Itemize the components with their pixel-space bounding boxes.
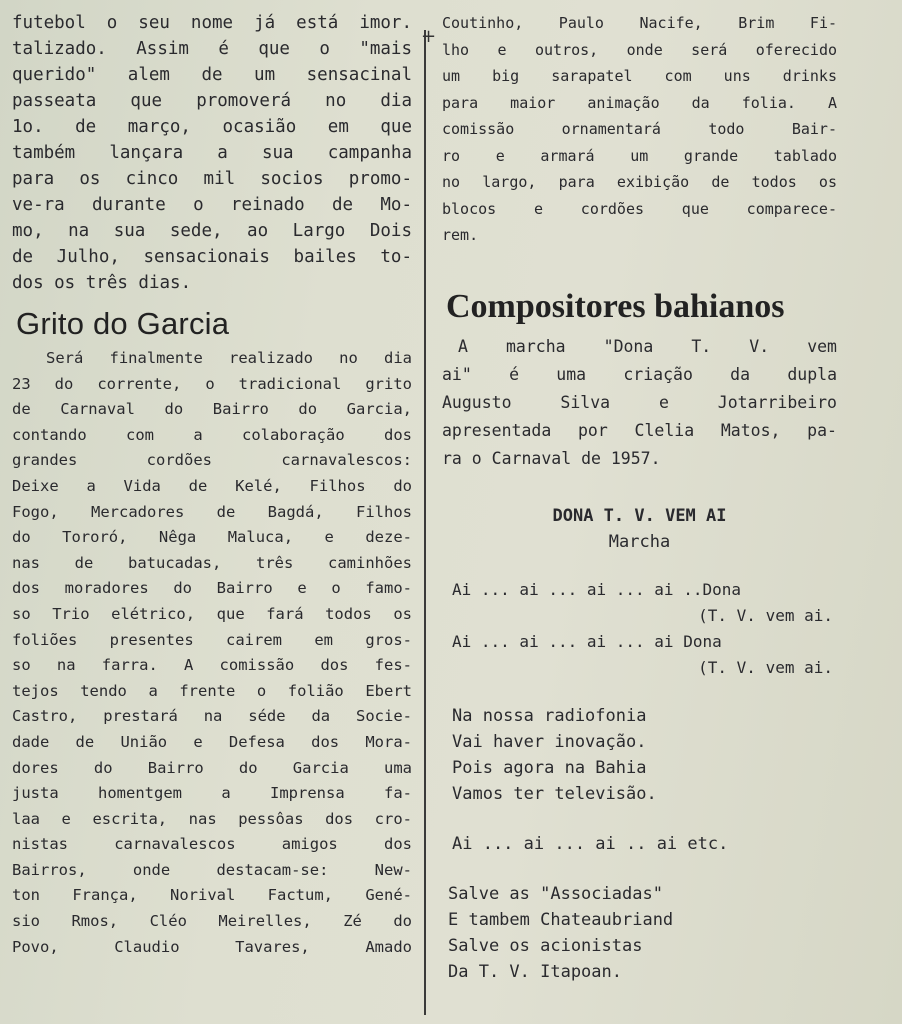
text-line: A marcha "Dona T. V. vem — [458, 336, 837, 356]
text-line: laa e escrita, nas pessôas dos cro- — [12, 809, 412, 828]
compositores-intro — [442, 333, 837, 473]
song-refrain — [442, 577, 837, 681]
lyric-line: Salve as "Associadas" — [448, 883, 663, 904]
text-line: Coutinho, Paulo Nacife, Brim Fi- — [442, 14, 837, 32]
song-title: DONA T. V. VEM AI — [552, 505, 727, 526]
text-line: de Julho, sensacionais bailes to- — [12, 247, 412, 267]
grito-article-continuation — [442, 10, 837, 249]
lyric-line: Ai ... ai ... ai ... ai ..Dona — [452, 579, 741, 599]
lyric-line: Da T. V. Itapoan. — [448, 961, 622, 982]
text-line: futebol o seu nome já está imor. — [12, 13, 412, 33]
text-line: blocos e cordões que comparece- — [442, 199, 837, 218]
text-line: ra o Carnaval de 1957. — [442, 448, 661, 468]
text-line: so Trio elétrico, que fará todos os — [12, 604, 412, 623]
text-line: ro e armará um grande tablado — [442, 146, 837, 165]
song-stanza-1 — [442, 703, 837, 807]
previous-article-continuation — [12, 10, 412, 296]
text-line: passeata que promoverá no dia — [12, 91, 412, 111]
text-line: 1o. de março, ocasião em que — [12, 117, 412, 137]
song-subtitle: Marcha — [608, 531, 671, 552]
text-line: Será finalmente realizado no dia — [46, 349, 412, 367]
text-line: Fogo, Mercadores de Bagdá, Filhos — [12, 502, 412, 521]
lyric-line: E tambem Chateaubriand — [448, 909, 674, 930]
text-line: 23 do corrente, o tradicional grito — [12, 374, 412, 393]
lyric-line: (T. V. vem ai. — [698, 657, 833, 677]
text-line: Augusto Silva e Jotarribeiro — [442, 392, 837, 412]
song-stanza-2 — [442, 881, 837, 985]
text-line: sio Rmos, Cléo Meirelles, Zé do — [12, 912, 412, 931]
text-line: lho e outros, onde será oferecido — [442, 40, 837, 59]
text-line: do Tororó, Nêga Maluca, e deze- — [12, 528, 412, 547]
text-line: Castro, prestará na séde da Socie- — [12, 707, 412, 726]
text-line: mo, na sua sede, ao Largo Dois — [12, 221, 412, 241]
text-line: comissão ornamentará todo Bair- — [442, 120, 837, 138]
text-line: para maior animação da folia. A — [442, 93, 837, 112]
text-line: so na farra. A comissão dos fes- — [12, 656, 412, 675]
text-line: dos moradores do Bairro e o famo- — [12, 579, 412, 598]
lyric-line: Ai ... ai ... ai ... ai Dona — [452, 631, 722, 651]
text-line: nistas carnavalescos amigos dos — [12, 835, 412, 854]
text-line: grandes cordões carnavalescos: — [12, 451, 412, 470]
text-line: querido" alem de um sensacinal — [12, 65, 412, 85]
text-line: ton França, Norival Factum, Gené- — [12, 886, 412, 905]
text-line: um big sarapatel com uns drinks — [442, 67, 837, 85]
text-line: Povo, Claudio Tavares, Amado — [12, 937, 412, 956]
text-line: dores do Bairro do Garcia uma — [12, 758, 412, 777]
text-line: dos os três dias. — [12, 273, 192, 293]
text-line: foliões presentes cairem em gros- — [12, 630, 412, 649]
grito-article-body — [12, 346, 412, 960]
lyric-line: Ai ... ai ... ai .. ai etc. — [452, 833, 729, 854]
text-line: nas de batucadas, três caminhões — [12, 553, 412, 572]
text-line: apresentada por Clelia Matos, pa- — [442, 420, 837, 440]
text-line: talizado. Assim é que o "mais — [12, 39, 412, 59]
text-line: contando com a colaboração dos — [12, 425, 412, 444]
lyric-line: (T. V. vem ai. — [698, 605, 833, 625]
text-line: dade de União e Defesa dos Mora- — [12, 732, 412, 751]
text-line: ai" é uma criação da dupla — [442, 364, 837, 384]
column-divider — [424, 30, 426, 1015]
text-line: Bairros, onde destacam-se: New- — [12, 860, 412, 879]
lyric-line: Salve os acionistas — [448, 935, 643, 956]
text-line: de Carnaval do Bairro do Garcia, — [12, 400, 412, 419]
lyric-line: Na nossa radiofonia — [452, 705, 647, 726]
text-line: rem. — [442, 226, 479, 244]
text-line: justa homentgem a Imprensa fa- — [12, 784, 412, 803]
text-line: Deixe a Vida de Kelé, Filhos do — [12, 476, 412, 495]
text-line: tejos tendo a frente o folião Ebert — [12, 681, 412, 700]
song-refrain-short — [442, 831, 837, 857]
lyric-line: Pois agora na Bahia — [452, 757, 647, 778]
text-line: no largo, para exibição de todos os — [442, 173, 837, 191]
text-line: também lançara a sua campanha — [12, 143, 412, 163]
right-column — [442, 10, 837, 985]
grito-heading: Grito do Garcia — [16, 306, 230, 341]
lyric-line: Vamos ter televisão. — [452, 783, 657, 804]
text-line: ve-ra durante o reinado de Mo- — [12, 195, 412, 215]
text-line: para os cinco mil socios promo- — [12, 169, 412, 189]
lyric-line: Vai haver inovação. — [452, 731, 647, 752]
printer-mark: + — [421, 26, 437, 47]
compositores-heading: Compositores bahianos — [446, 287, 785, 325]
left-column — [12, 10, 412, 960]
